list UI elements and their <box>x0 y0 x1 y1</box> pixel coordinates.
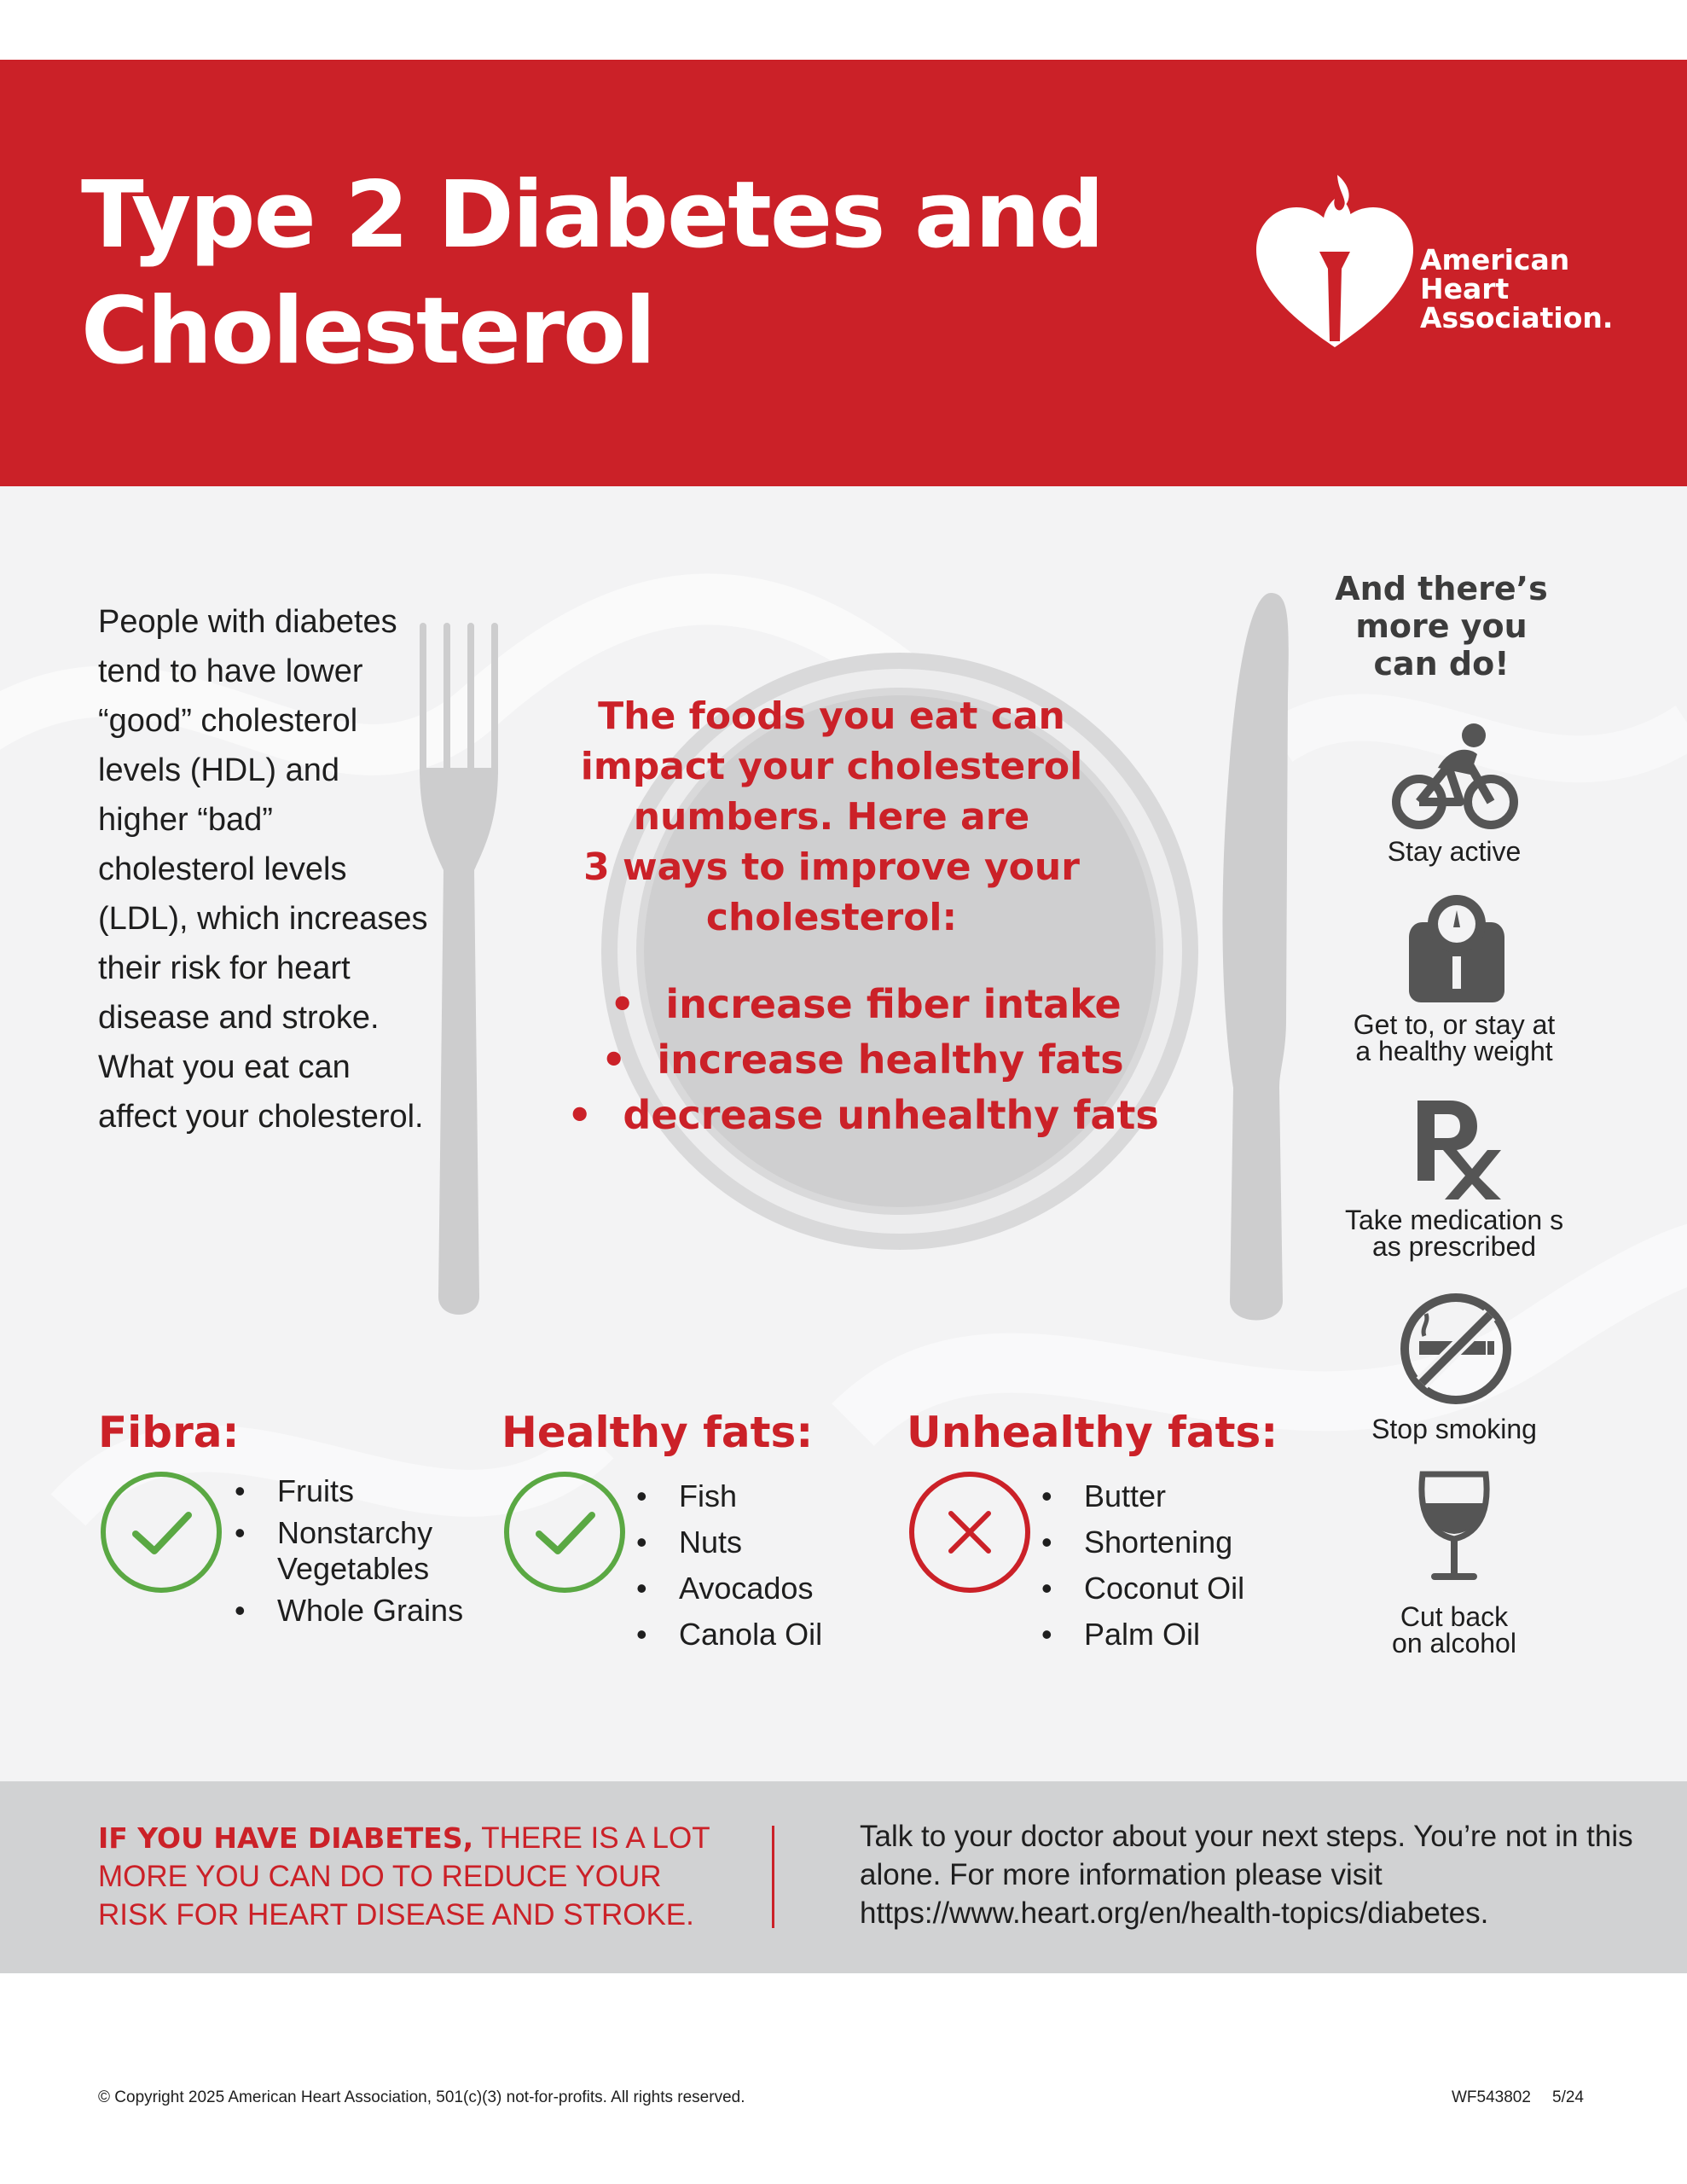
tips-heading-line: 3 ways to improve your <box>583 845 1080 889</box>
tips-heading-line: impact your cholesterol <box>580 745 1083 788</box>
tips-heading <box>554 691 1109 943</box>
band-divider <box>772 1826 774 1928</box>
group-title-unhealthy-fats: Unhealthy fats: <box>907 1408 1278 1457</box>
tip-text: increase fiber intake <box>665 981 1122 1027</box>
diabetes-callout <box>98 1819 712 1934</box>
list-item: • Fruits <box>235 1473 490 1509</box>
side-item-line: Take medication s <box>1344 1205 1564 1235</box>
tip-item: • increase fiber intake <box>610 981 1122 1027</box>
fork-icon <box>418 623 503 1331</box>
list-item: • Shortening <box>1041 1519 1323 1565</box>
bicycle-icon <box>1388 723 1522 831</box>
unhealthy-fats-list <box>1041 1473 1323 1658</box>
check-circle-icon <box>501 1469 628 1595</box>
title-line-1: Type 2 Diabetes and <box>81 162 1104 269</box>
wine-glass-icon <box>1416 1469 1493 1589</box>
list-item: • Canola Oil <box>636 1612 892 1658</box>
tip-item: • decrease unhealthy fats <box>567 1092 1159 1138</box>
knife-icon <box>1211 593 1296 1327</box>
side-item-label <box>1292 1009 1616 1066</box>
logo-line-3: Association. <box>1420 301 1614 334</box>
tip-text: decrease unhealthy fats <box>623 1092 1159 1138</box>
page-title <box>81 158 1190 390</box>
tips-heading-line: numbers. Here are <box>633 795 1030 839</box>
side-heading-line: And there’s <box>1335 570 1548 607</box>
tips-heading-line: cholesterol: <box>705 896 958 939</box>
side-item-line: as prescribed <box>1371 1231 1537 1262</box>
no-smoking-icon <box>1399 1292 1513 1406</box>
side-heading <box>1279 570 1603 682</box>
check-circle-icon <box>98 1469 224 1595</box>
side-heading-line: more you <box>1355 607 1528 645</box>
list-item: • Nonstarchy Vegetables <box>235 1515 490 1587</box>
intro-paragraph: People with diabetes tend to have lower “good” cholesterol levels (HDL) and higher “bad” cholesterol levels (LDL), which increases their risk for heart disease and stroke. What you eat can affect your cholesterol. <box>98 604 428 1135</box>
x-circle-icon <box>907 1469 1033 1595</box>
side-item-line: on alcohol <box>1392 1628 1516 1658</box>
callout-text: THERE IS A LOT MORE YOU CAN DO TO REDUCE YOUR RISK FOR HEART DISEASE AND STROKE. <box>98 1821 710 1931</box>
side-item-label: Stay active <box>1387 836 1522 867</box>
list-item: • Butter <box>1041 1473 1323 1519</box>
logo-line-2: Heart <box>1420 272 1510 305</box>
logo-line-1: American <box>1420 243 1570 276</box>
callout-bold: IF YOU HAVE DIABETES, <box>98 1821 474 1855</box>
title-line-2: Cholesterol <box>81 278 655 385</box>
doctor-advice: Talk to your doctor about your next steps. You’re not in this alone. For more information please visit https://www.heart.org/en/health-topics/diabetes. <box>860 1820 1633 1930</box>
tips-heading-line: The foods you eat can <box>598 694 1065 738</box>
document-id: WF543802 <box>1452 2088 1531 2106</box>
group-title-fiber: Fibra: <box>98 1408 240 1457</box>
side-item-label <box>1292 1207 1616 1260</box>
list-item: • Avocados <box>636 1565 892 1612</box>
side-item-line: Get to, or stay at <box>1353 1009 1556 1040</box>
list-item: • Whole Grains <box>235 1593 490 1629</box>
fiber-list <box>235 1473 490 1629</box>
tip-text: increase healthy fats <box>657 1037 1124 1083</box>
side-item-label: Stop smoking <box>1371 1414 1537 1444</box>
list-item: • Palm Oil <box>1041 1612 1323 1658</box>
copyright-notice: © Copyright 2025 American Heart Association, 501(c)(3) not-for-profits. All rights reserved. <box>98 2088 745 2106</box>
side-item-label <box>1292 1601 1616 1658</box>
tip-item: • increase healthy fats <box>601 1037 1124 1083</box>
group-title-healthy-fats: Healthy fats: <box>501 1408 814 1457</box>
list-item: • Nuts <box>636 1519 892 1565</box>
rx-icon <box>1412 1101 1501 1199</box>
scale-icon <box>1406 892 1508 1002</box>
side-heading-line: can do! <box>1373 645 1510 682</box>
list-item: • Coconut Oil <box>1041 1565 1323 1612</box>
document-date: 5/24 <box>1552 2088 1584 2106</box>
side-item-line: Cut back <box>1400 1601 1509 1632</box>
list-item: • Fish <box>636 1473 892 1519</box>
logo-wordmark <box>1420 243 1642 334</box>
side-item-line: a healthy weight <box>1355 1036 1553 1066</box>
healthy-fats-list <box>636 1473 892 1658</box>
